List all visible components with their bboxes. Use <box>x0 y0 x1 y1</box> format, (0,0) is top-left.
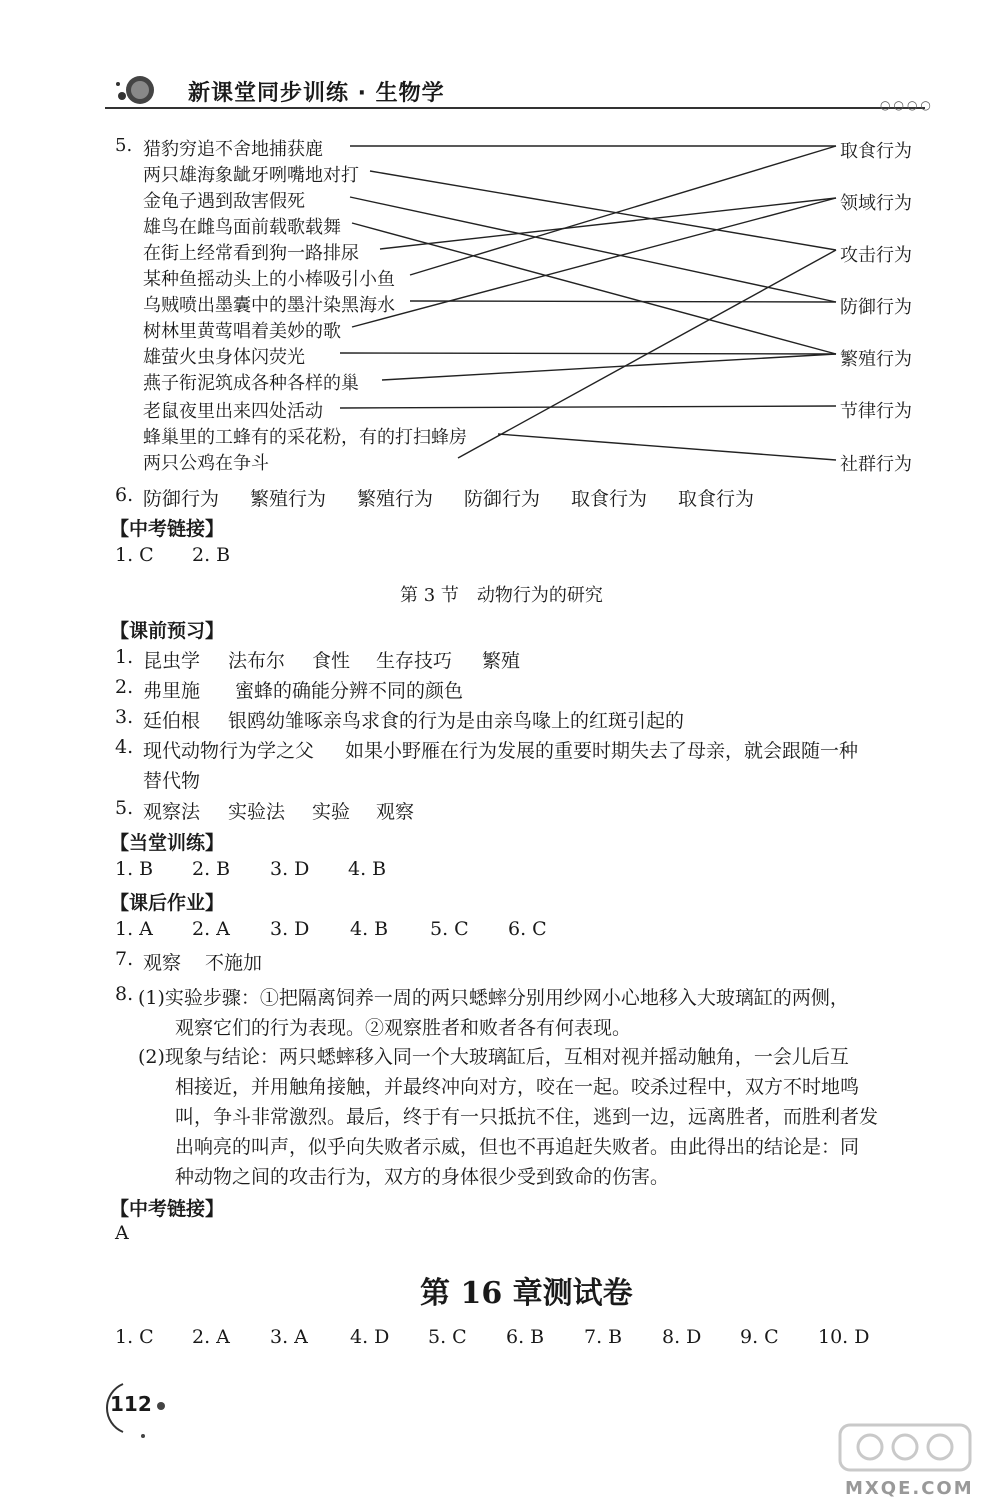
q6-answer: 取食行为 <box>678 488 755 510</box>
q5-left-item: 猎豹穷追不舍地捕获鹿 <box>143 139 323 160</box>
page-number: 112 <box>110 1392 152 1416</box>
q6-answer: 防御行为 <box>143 488 220 510</box>
q5-left-item: 两只雄海象龇牙咧嘴地对打 <box>143 165 359 186</box>
match-line <box>352 223 836 354</box>
chapter-test-answer: 6. B <box>506 1326 545 1348</box>
chapter-test-title: 第 16 章测试卷 <box>420 1276 633 1311</box>
kqyx-part: 弗里施 <box>143 680 201 702</box>
zhongkao-answer: A <box>115 1222 129 1244</box>
khzy-answer: 4. B <box>350 918 389 940</box>
khzy-answer: 2. A <box>192 918 230 940</box>
khzy-answer: 1. A <box>115 918 153 940</box>
dtxl-answer: 4. B <box>348 858 387 880</box>
kqyx-item-number: 4. <box>115 736 134 758</box>
match-line <box>370 171 836 250</box>
kqyx-part: 实验 <box>312 801 351 823</box>
chapter-test-answer: 7. B <box>584 1326 623 1348</box>
match-line <box>350 197 836 302</box>
q5-left-item: 老鼠夜里出来四处活动 <box>143 401 323 422</box>
q5-left-item: 燕子衔泥筑成各种各样的巢 <box>143 373 359 394</box>
q5-right-item: 繁殖行为 <box>840 349 912 370</box>
khzy-answer: 3. D <box>270 918 310 940</box>
khzy-q8-line: 种动物之间的攻击行为，双方的身体很少受到致命的伤害。 <box>175 1166 670 1188</box>
kqyx-part: 昆虫学 <box>143 650 201 672</box>
q5-right-item: 社群行为 <box>840 454 912 475</box>
q5-left-item: 乌贼喷出墨囊中的墨汁染黑海水 <box>143 295 395 316</box>
kqyx-part: 食性 <box>312 650 351 672</box>
kqyx-part: 替代物 <box>143 770 201 792</box>
kqyx-item-number: 1. <box>115 646 134 668</box>
q5-left-item: 雄鸟在雌鸟面前载歌载舞 <box>143 217 341 238</box>
q5-matching-lines <box>0 0 1000 520</box>
match-line <box>352 198 836 327</box>
q5-left-item: 雄萤火虫身体闪荧光 <box>143 347 305 368</box>
kqyx-part: 繁殖 <box>482 650 521 672</box>
q6-answer: 繁殖行为 <box>357 488 434 510</box>
khzy-q7-part: 观察 <box>143 952 182 974</box>
khzy-q8-line: (1)实验步骤：①把隔离饲养一周的两只蟋蟀分别用纱网小心地移入大玻璃缸的两侧， <box>138 987 849 1009</box>
q5-left-item: 在街上经常看到狗一路排尿 <box>143 243 359 264</box>
khzy-q8-line: (2)现象与结论：两只蟋蟀移入同一个大玻璃缸后，互相对视并摇动触角，一会儿后互 <box>138 1046 849 1068</box>
match-line <box>410 301 836 302</box>
header-dots: ○○○○ <box>880 98 934 112</box>
khzy-heading: 【课后作业】 <box>110 892 225 914</box>
q5-left-item: 蜂巢里的工蜂有的采花粉，有的打扫蜂房 <box>143 427 467 448</box>
q5-right-item: 攻击行为 <box>840 245 912 266</box>
chapter-test-answer: 8. D <box>662 1326 702 1348</box>
match-line <box>382 354 836 380</box>
chapter-test-answer: 4. D <box>350 1326 390 1348</box>
chapter-test-answer: 1. C <box>115 1326 154 1348</box>
kqyx-part: 法布尔 <box>228 650 286 672</box>
q5-number: 5. <box>115 135 133 156</box>
section-title: 第 3 节 动物行为的研究 <box>400 585 603 606</box>
kqyx-part: 现代动物行为学之父 <box>143 740 315 762</box>
kqyx-part: 廷伯根 <box>143 710 201 732</box>
kqyx-part: 银鸥幼雏啄亲鸟求食的行为是由亲鸟喙上的红斑引起的 <box>228 710 685 732</box>
khzy-q8-line: 相接近，并用触角接触，并最终冲向对方，咬在一起。咬杀过程中，双方不时地鸣 <box>175 1076 860 1098</box>
watermark-text: MXQE.COM <box>845 1478 974 1499</box>
zhongkao-answer: 2. B <box>192 544 231 566</box>
q5-right-item: 取食行为 <box>840 141 912 162</box>
match-line <box>380 198 836 249</box>
zhongkao-heading: 【中考链接】 <box>110 518 225 540</box>
kqyx-item-number: 3. <box>115 706 134 728</box>
q5-left-item: 某种鱼摇动头上的小棒吸引小鱼 <box>143 269 395 290</box>
chapter-test-answer: 2. A <box>192 1326 230 1348</box>
khzy-q8-line: 叫，争斗非常激烈。最后，终于有一只抵抗不住，逃到一边，远离胜者，而胜利者发 <box>175 1106 879 1128</box>
q5-left-item: 两只公鸡在争斗 <box>143 453 269 474</box>
q6-answer: 繁殖行为 <box>250 488 327 510</box>
chapter-test-answer: 5. C <box>428 1326 467 1348</box>
chapter-test-answer: 10. D <box>818 1326 870 1348</box>
kqyx-item-number: 5. <box>115 797 134 819</box>
dtxl-answer: 2. B <box>192 858 231 880</box>
header-title: 新课堂同步训练 · 生物学 <box>188 81 445 106</box>
zhongkao-heading: 【中考链接】 <box>110 1198 225 1220</box>
q5-right-item: 防御行为 <box>840 297 912 318</box>
dtxl-heading: 【当堂训练】 <box>110 832 225 854</box>
q5-right-item: 领域行为 <box>840 193 912 214</box>
q6-answer: 防御行为 <box>464 488 541 510</box>
chapter-test-answer: 9. C <box>740 1326 779 1348</box>
q5-right-item: 节律行为 <box>840 401 912 422</box>
match-line <box>340 353 836 354</box>
dtxl-answer: 3. D <box>270 858 310 880</box>
zhongkao-answer: 1. C <box>115 544 154 566</box>
kqyx-part: 观察 <box>376 801 415 823</box>
kqyx-heading: 【课前预习】 <box>110 620 225 642</box>
kqyx-part: 实验法 <box>228 801 286 823</box>
khzy-q8-number: 8. <box>115 983 134 1005</box>
q5-left-item: 金龟子遇到敌害假死 <box>143 191 305 212</box>
match-line <box>498 434 836 460</box>
kqyx-part: 蜜蜂的确能分辨不同的颜色 <box>235 680 464 702</box>
khzy-answer: 5. C <box>430 918 469 940</box>
kqyx-part: 生存技巧 <box>376 650 453 672</box>
kqyx-part: 观察法 <box>143 801 201 823</box>
khzy-q7-part: 不施加 <box>205 952 263 974</box>
khzy-q8-line: 观察它们的行为表现。②观察胜者和败者各有何表现。 <box>175 1017 632 1039</box>
dtxl-answer: 1. B <box>115 858 154 880</box>
khzy-answer: 6. C <box>508 918 547 940</box>
q6-answer: 取食行为 <box>571 488 648 510</box>
match-line <box>340 406 836 408</box>
chapter-test-answer: 3. A <box>270 1326 308 1348</box>
kqyx-item-number: 2. <box>115 676 134 698</box>
kqyx-part: 如果小野雁在行为发展的重要时期失去了母亲，就会跟随一种 <box>345 740 859 762</box>
q5-left-item: 树林里黄莺唱着美妙的歌 <box>143 321 341 342</box>
khzy-q8-line: 出响亮的叫声，似乎向失败者示威，但也不再追赶失败者。由此得出的结论是：同 <box>175 1136 860 1158</box>
khzy-q7-number: 7. <box>115 948 134 970</box>
q6-number: 6. <box>115 484 134 506</box>
